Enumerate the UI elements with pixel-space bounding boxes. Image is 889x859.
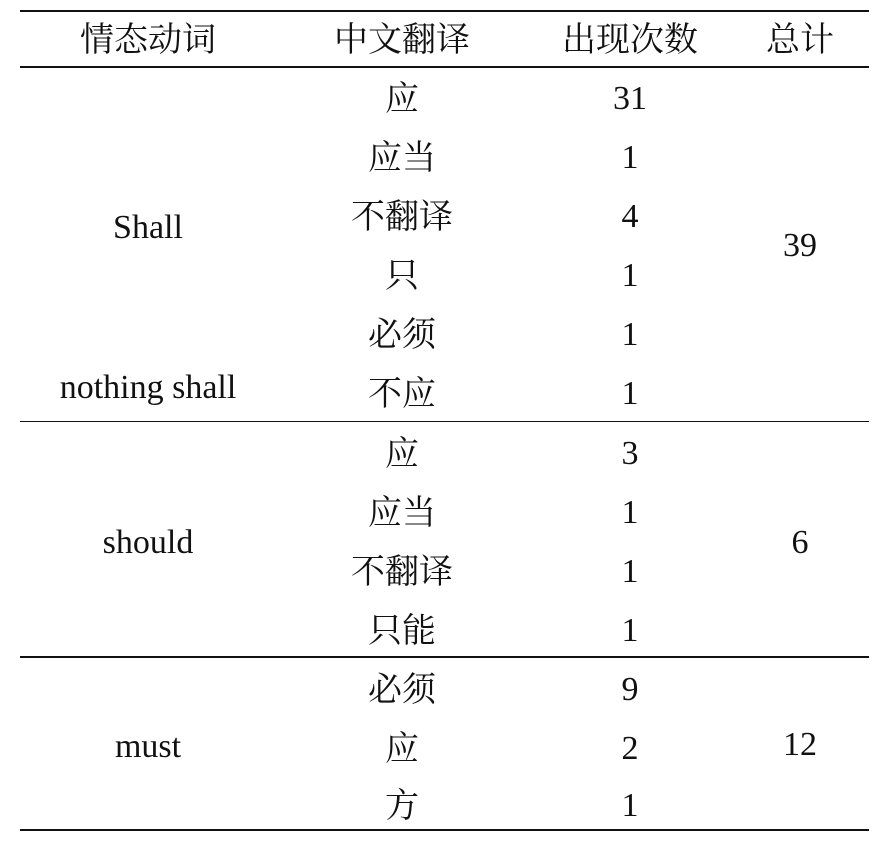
translation-cell: 不应 xyxy=(368,374,436,414)
count-cell: 1 xyxy=(621,494,639,531)
count-cell: 3 xyxy=(621,435,639,472)
translation-cell: 必须 xyxy=(368,315,436,355)
translation-cell: 不翻译 xyxy=(351,552,453,592)
count-cell: 1 xyxy=(621,375,639,412)
translation-cell: 只 xyxy=(385,256,419,296)
translation-cell: 应当 xyxy=(368,493,436,533)
total-cell: 6 xyxy=(791,524,809,561)
header-translation: 中文翻译 xyxy=(334,20,470,60)
count-cell: 31 xyxy=(613,80,647,117)
translation-cell: 不翻译 xyxy=(351,197,453,237)
group-label-must: must xyxy=(114,728,182,765)
group-divider-1 xyxy=(20,421,869,422)
bottom-rule xyxy=(20,829,869,831)
count-cell: 1 xyxy=(621,787,639,824)
total-cell: 12 xyxy=(783,726,817,763)
count-cell: 4 xyxy=(621,198,639,235)
count-cell: 1 xyxy=(621,612,639,649)
count-cell: 2 xyxy=(621,730,639,767)
top-rule xyxy=(20,10,869,12)
total-cell: 39 xyxy=(783,227,817,264)
count-cell: 1 xyxy=(621,139,639,176)
translation-cell: 方 xyxy=(385,786,419,826)
count-cell: 1 xyxy=(621,553,639,590)
translation-cell: 应当 xyxy=(368,138,436,178)
header-total: 总计 xyxy=(766,20,834,60)
header-rule xyxy=(20,66,869,68)
translation-cell: 应 xyxy=(385,729,419,769)
translation-cell: 应 xyxy=(385,434,419,474)
group-divider-2 xyxy=(20,656,869,658)
count-cell: 1 xyxy=(621,316,639,353)
translation-cell: 应 xyxy=(385,79,419,119)
group-label-should: should xyxy=(102,524,194,561)
count-cell: 1 xyxy=(621,257,639,294)
translation-cell: 必须 xyxy=(368,670,436,710)
modal-verb-table xyxy=(20,0,869,859)
header-count: 出现次数 xyxy=(562,20,698,60)
count-cell: 9 xyxy=(621,671,639,708)
translation-cell: 只能 xyxy=(368,611,436,651)
group-label-shall: Shall xyxy=(113,209,183,246)
header-modal-verb: 情态动词 xyxy=(80,20,216,60)
group-label-nothing-shall: nothing shall xyxy=(59,369,237,406)
